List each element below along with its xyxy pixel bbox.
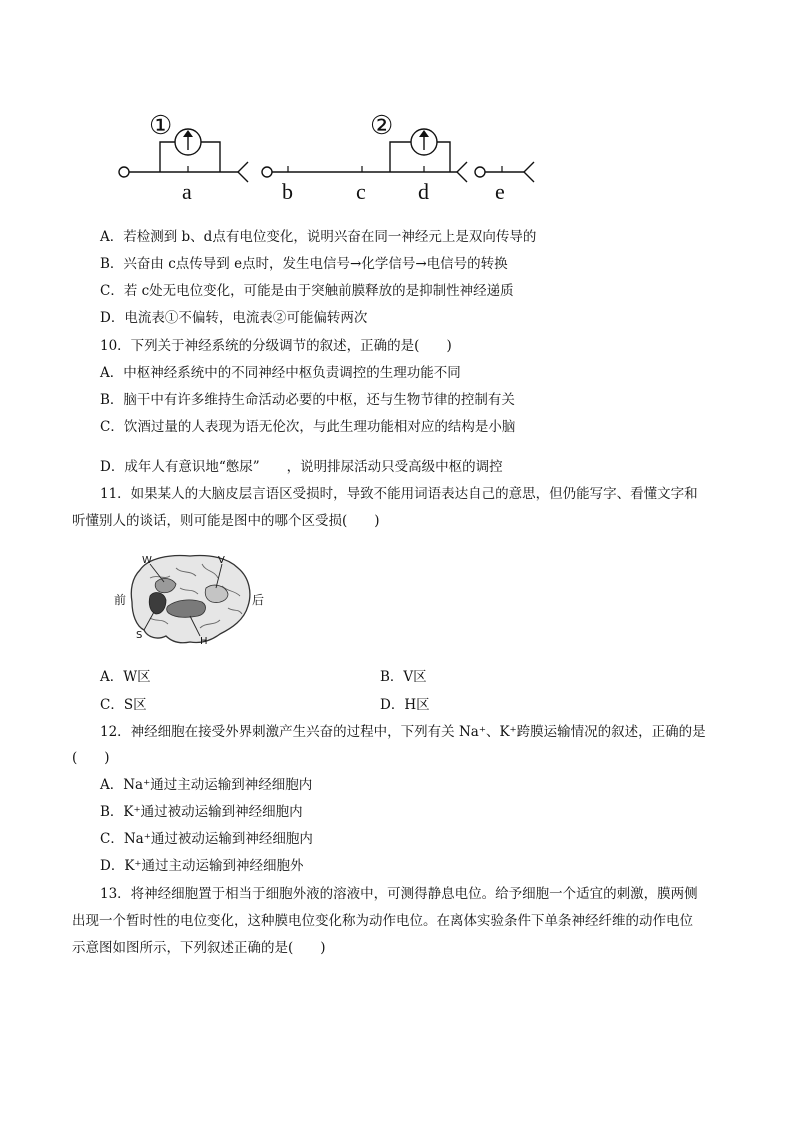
q12-option-d: D．K⁺通过主动运输到神经细胞外 (100, 858, 304, 874)
q9-option-a: A．若检测到 b、d点有电位变化，说明兴奋在同一神经元上是双向传导的 (100, 229, 537, 245)
label-H: H (200, 636, 208, 647)
q10-option-b: B．脑干中有许多维持生命活动必要的中枢，还与生物节律的控制有关 (100, 392, 515, 408)
q13-stem-line2: 出现一个暂时性的电位变化，这种膜电位变化称为动作电位。在离体实验条件下单条神经纤维的动作电位 (72, 913, 693, 929)
q9-option-b: B．兴奋由 c点传导到 e点时，发生电信号→化学信号→电信号的转换 (100, 256, 508, 272)
q9-option-c: C．若 c处无电位变化，可能是由于突触前膜释放的是抑制性神经递质 (100, 283, 514, 299)
meter1-label: ① (149, 111, 173, 140)
neuron2-cell-body (262, 167, 272, 177)
brain-language-areas-figure (110, 548, 270, 654)
point-a: a (182, 179, 192, 204)
label-V: V (218, 555, 225, 566)
label-W: W (142, 555, 152, 566)
neuron1-terminal (238, 162, 248, 182)
neuron-circuit-figure (112, 96, 544, 214)
q10-stem: 10．下列关于神经系统的分级调节的叙述，正确的是( ) (100, 338, 452, 354)
point-e: e (495, 179, 505, 204)
q11-option-d: D．H区 (380, 697, 430, 713)
q12-option-a: A．Na⁺通过主动运输到神经细胞内 (100, 777, 313, 793)
label-back: 后 (252, 593, 265, 607)
q11-option-a: A．W区 (100, 669, 151, 685)
q11-option-b: B．V区 (380, 669, 427, 685)
label-S: S (136, 630, 143, 641)
q9-option-d: D．电流表①不偏转，电流表②可能偏转两次 (100, 310, 368, 326)
neuron2-terminal (457, 162, 467, 182)
neuron3-terminal (524, 162, 534, 182)
q11-stem-line2: 听懂别人的谈话，则可能是图中的哪个区受损( ) (72, 513, 380, 529)
q11-stem-line1: 11．如果某人的大脑皮层言语区受损时，导致不能用词语表达自己的意思，但仍能写字、看懂文字和 (100, 486, 698, 502)
q10-option-c: C．饮酒过量的人表现为语无伦次，与此生理功能相对应的结构是小脑 (100, 419, 516, 435)
q13-stem-line3: 示意图如图所示，下列叙述正确的是( ) (72, 940, 326, 956)
q12-option-c: C．Na⁺通过被动运输到神经细胞内 (100, 831, 313, 847)
label-front: 前 (114, 593, 127, 607)
q13-stem-line1: 13．将神经细胞置于相当于细胞外液的溶液中，可测得静息电位。给予细胞一个适宜的刺激，膜两侧 (100, 886, 698, 902)
point-c: c (356, 179, 366, 204)
q12-stem-line1: 12．神经细胞在接受外界刺激产生兴奋的过程中，下列有关 Na⁺、K⁺跨膜运输情况的叙述，正确的是 (100, 724, 706, 740)
neuron3-cell-body (475, 167, 485, 177)
neuron1-cell-body (119, 167, 129, 177)
q11-option-c: C．S区 (100, 697, 147, 713)
q10-option-a: A．中枢神经系统中的不同神经中枢负责调控的生理功能不同 (100, 365, 461, 381)
meter2-label: ② (370, 111, 394, 140)
q12-stem-line2: ( ) (72, 750, 110, 766)
q12-option-b: B．K⁺通过被动运输到神经细胞内 (100, 804, 303, 820)
point-b: b (282, 179, 293, 204)
q10-option-d: D．成年人有意识地“憋尿” ，说明排尿活动只受高级中枢的调控 (100, 459, 503, 475)
point-d: d (418, 179, 429, 204)
